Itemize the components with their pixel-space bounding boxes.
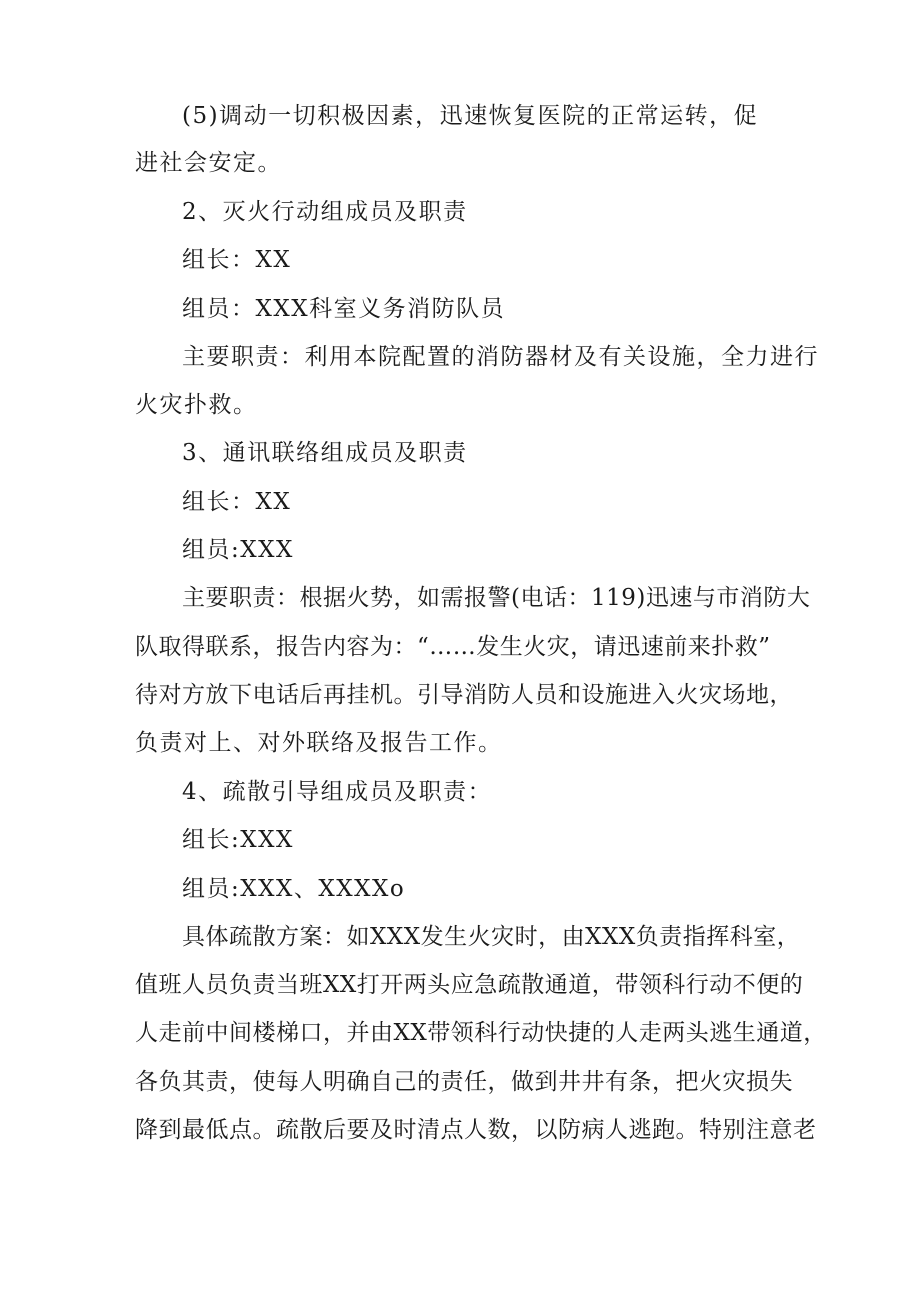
- duties-line-2: 火灾扑救。: [135, 392, 258, 418]
- group-leader-line: 组长:XXX: [182, 827, 294, 853]
- duties-line-1: 主要职责：根据火势，如需报警(电话：119)迅速与市消防大: [182, 585, 811, 611]
- duties-line-4: 负责对上、对外联络及报告工作。: [135, 730, 503, 756]
- group-leader-line: 组长：XX: [182, 489, 292, 515]
- paragraph-line-2: 进社会安定。: [135, 150, 282, 176]
- section-heading-2: 2、灭火行动组成员及职责: [182, 199, 468, 225]
- evacuation-plan-line-2: 值班人员负责当班XX打开两头应急疏散通道，带领科行动不便的: [135, 972, 804, 998]
- evacuation-plan-line-5: 降到最低点。疏散后要及时清点人数，以防病人逃跑。特别注意老: [135, 1117, 817, 1143]
- evacuation-plan-line-1: 具体疏散方案：如XXX发生火灾时，由XXX负责指挥科室，: [182, 924, 801, 950]
- section-heading-3: 3、通讯联络组成员及职责: [182, 440, 468, 466]
- group-leader-line: 组长：XX: [182, 247, 292, 273]
- evacuation-plan-line-4: 各负其责，使每人明确自己的责任，做到井井有条，把火灾损失: [135, 1069, 793, 1095]
- group-members-line: 组员:XXX: [182, 537, 294, 563]
- group-members-line: 组员:XXX、XXXXo: [182, 876, 406, 902]
- duties-line-3: 待对方放下电话后再挂机。引导消防人员和设施进入火灾场地，: [135, 682, 793, 708]
- duties-line-2: 队取得联系，报告内容为：“……发生火灾，请迅速前来扑救”: [135, 634, 771, 660]
- group-members-line: 组员：XXX科室义务消防队员: [182, 296, 506, 322]
- section-heading-4: 4、疏散引导组成员及职责：: [182, 779, 493, 805]
- evacuation-plan-line-3: 人走前中间楼梯口，并由XX带领科行动快捷的人走两头逃生通道，: [135, 1020, 827, 1046]
- duties-line-1: 主要职责：利用本院配置的消防器材及有关设施，全力进行: [182, 344, 819, 370]
- paragraph-line-1: (5)调动一切积极因素，迅速恢复医院的正常运转，促: [182, 103, 759, 129]
